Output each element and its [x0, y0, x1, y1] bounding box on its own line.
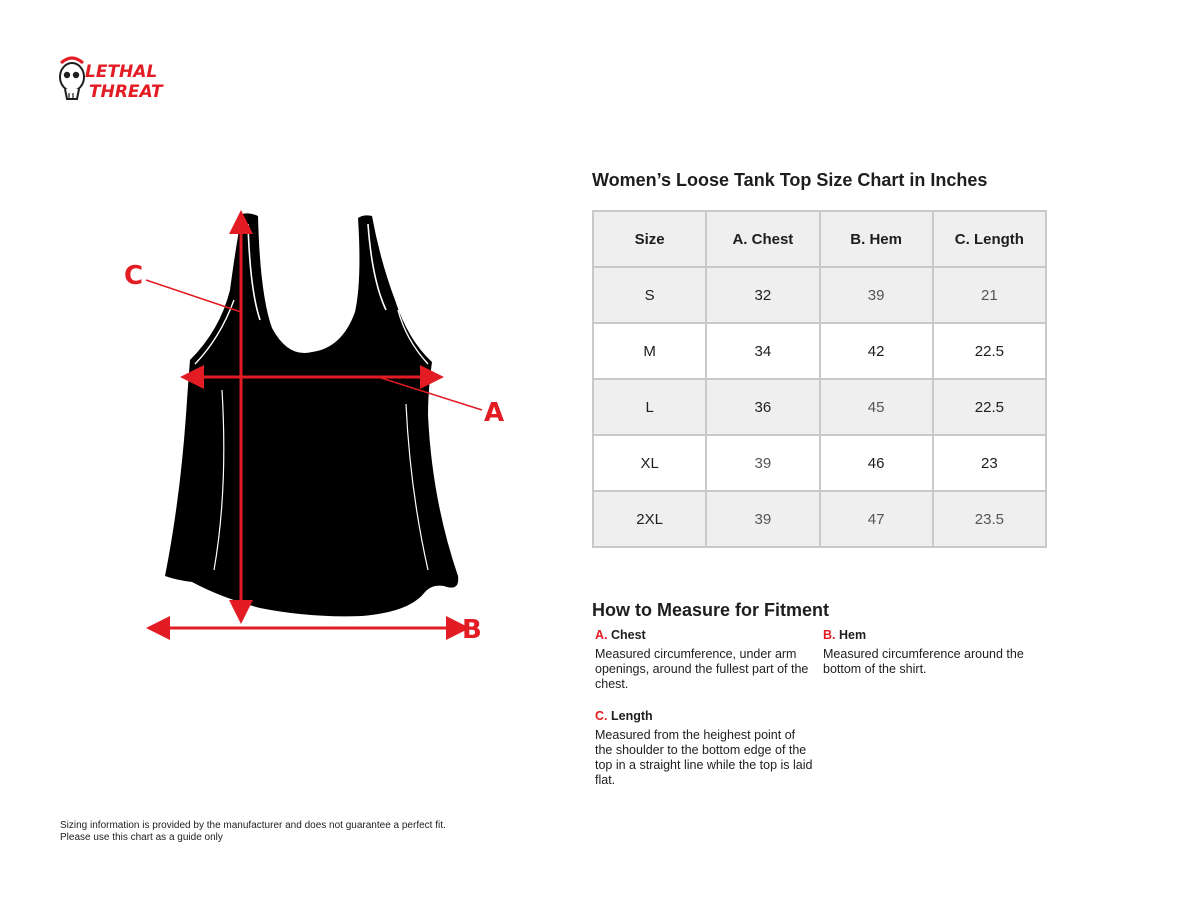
size-chart-title: Women’s Loose Tank Top Size Chart in Inches	[592, 170, 988, 190]
cell-hem: 42	[820, 323, 933, 379]
brand-line2: THREAT	[89, 82, 163, 102]
measure-chest-letter: A.	[595, 628, 608, 642]
cell-length: 22.5	[933, 379, 1046, 435]
cell-size: XL	[593, 435, 706, 491]
cell-length: 22.5	[933, 323, 1046, 379]
measure-hem-heading	[823, 628, 1043, 643]
cell-length: 23	[933, 435, 1046, 491]
cell-chest: 32	[706, 267, 819, 323]
cell-chest: 36	[706, 379, 819, 435]
label-a: A	[484, 398, 505, 428]
measure-hem	[823, 628, 1043, 677]
table-row	[593, 267, 1046, 323]
cell-chest: 39	[706, 435, 819, 491]
header-size: Size	[593, 211, 706, 267]
cell-hem: 46	[820, 435, 933, 491]
table-row	[593, 379, 1046, 435]
cell-hem: 47	[820, 491, 933, 547]
cell-chest: 39	[706, 491, 819, 547]
measure-hem-letter: B.	[823, 628, 836, 642]
measure-length	[595, 709, 815, 788]
cell-size: L	[593, 379, 706, 435]
measure-chest-heading	[595, 628, 815, 643]
brand-line1: LETHAL	[85, 62, 158, 82]
measure-chest	[595, 628, 815, 692]
measure-length-letter: C.	[595, 709, 608, 723]
measure-chest-name: Chest	[610, 628, 646, 642]
measure-hem-text: Measured circumference around the bottom of the shirt.	[823, 647, 1024, 676]
table-row	[593, 491, 1046, 547]
cell-length: 21	[933, 267, 1046, 323]
measure-chest-text: Measured circumference, under arm openings, around the fullest part of the chest.	[595, 647, 809, 691]
cell-size: M	[593, 323, 706, 379]
cell-hem: 39	[820, 267, 933, 323]
cell-chest: 34	[706, 323, 819, 379]
table-row	[593, 435, 1046, 491]
table-header-row	[593, 211, 1046, 267]
measure-length-heading	[595, 709, 815, 724]
disclaimer-line-1: Sizing information is provided by the manufacturer and does not guarantee a perfect fit.	[60, 820, 446, 831]
cell-size: S	[593, 267, 706, 323]
how-to-measure-title: How to Measure for Fitment	[592, 600, 830, 620]
cell-size: 2XL	[593, 491, 706, 547]
table-row	[593, 323, 1046, 379]
header-hem: B. Hem	[820, 211, 933, 267]
measure-length-name: Length	[610, 709, 653, 723]
cell-length: 23.5	[933, 491, 1046, 547]
tank-top-diagram	[110, 200, 530, 660]
cell-hem: 45	[820, 379, 933, 435]
measure-length-text: Measured from the heighest point of the shoulder to the bottom edge of the top in a straight line while the top is laid flat.	[595, 728, 813, 787]
label-b: B	[462, 615, 482, 645]
disclaimer	[60, 820, 560, 844]
skull-icon	[60, 58, 84, 99]
disclaimer-line-2: Please use this chart as a guide only	[60, 832, 223, 843]
label-c: C	[124, 261, 144, 291]
header-length: C. Length	[933, 211, 1046, 267]
length-leader-line	[146, 280, 241, 312]
measure-hem-name: Hem	[838, 628, 867, 642]
tank-top-silhouette	[165, 213, 458, 616]
brand-logo	[55, 55, 185, 105]
size-chart-table	[592, 210, 1047, 548]
header-chest: A. Chest	[706, 211, 819, 267]
